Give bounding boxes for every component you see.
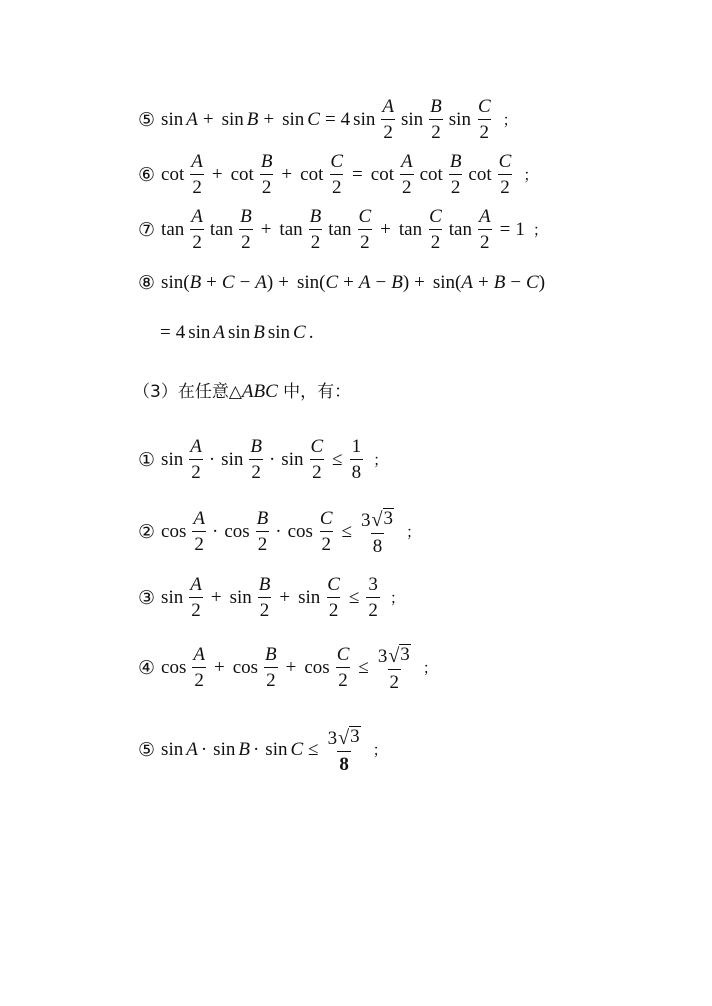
operator: − bbox=[239, 272, 251, 293]
paren-open: ( bbox=[319, 272, 326, 293]
function: cos bbox=[161, 520, 187, 542]
operator: + bbox=[206, 272, 217, 293]
numerator: B bbox=[250, 436, 262, 457]
numerator: A bbox=[191, 151, 203, 172]
denominator: 8 bbox=[350, 459, 364, 482]
operator: + bbox=[477, 272, 489, 293]
function: tan bbox=[398, 218, 423, 240]
numerator: B bbox=[309, 206, 322, 227]
semicolon: ； bbox=[502, 111, 518, 129]
variable: B bbox=[189, 272, 202, 293]
numerator: A bbox=[193, 644, 205, 666]
fraction bbox=[238, 207, 254, 252]
denominator: 2 bbox=[190, 229, 204, 252]
variable: A bbox=[255, 272, 267, 293]
function: sin bbox=[161, 738, 184, 760]
fraction bbox=[350, 437, 364, 482]
fraction bbox=[428, 97, 444, 142]
operator: + bbox=[263, 108, 275, 130]
function: cot bbox=[468, 163, 492, 185]
paren-open: ( bbox=[183, 272, 190, 293]
denominator: 2 bbox=[498, 174, 512, 197]
operator: + bbox=[278, 272, 289, 293]
variable: C bbox=[526, 272, 539, 293]
semicolon: ； bbox=[523, 166, 539, 184]
denominator: 2 bbox=[400, 174, 414, 197]
item-marker: ② bbox=[138, 520, 156, 543]
variable: B bbox=[391, 272, 403, 293]
coefficient: 4 bbox=[340, 108, 351, 130]
denominator: 2 bbox=[264, 667, 278, 690]
dot-operator: · bbox=[200, 738, 208, 760]
operator: + bbox=[279, 586, 291, 608]
denominator: 2 bbox=[320, 531, 334, 554]
denominator: 2 bbox=[249, 459, 263, 482]
function: sin bbox=[282, 108, 305, 130]
fraction bbox=[191, 645, 207, 690]
denominator: 2 bbox=[429, 229, 443, 252]
function: cos bbox=[224, 520, 250, 542]
identity-7-line bbox=[138, 207, 548, 252]
numerator: C bbox=[319, 508, 333, 530]
variable: A bbox=[213, 322, 226, 343]
denominator: 2 bbox=[189, 597, 203, 620]
numerator: A bbox=[193, 508, 205, 530]
inequality-4-line bbox=[138, 644, 438, 692]
fraction bbox=[263, 645, 279, 690]
numerator bbox=[326, 726, 363, 751]
variable: C bbox=[290, 738, 304, 760]
radical-sign: √ bbox=[371, 508, 383, 531]
item-marker: ⑦ bbox=[138, 218, 156, 241]
function: sin bbox=[161, 586, 184, 608]
function: sin bbox=[400, 108, 424, 130]
inequality-1-line bbox=[138, 437, 388, 482]
item-marker: ③ bbox=[138, 586, 156, 609]
fraction bbox=[328, 152, 345, 197]
semicolon: ； bbox=[389, 589, 405, 607]
denominator: 2 bbox=[310, 459, 324, 482]
fraction bbox=[259, 152, 275, 197]
semicolon: ； bbox=[422, 659, 438, 678]
numerator: C bbox=[327, 574, 340, 595]
denominator: 2 bbox=[381, 119, 395, 142]
numerator: B bbox=[260, 151, 273, 172]
function: cot bbox=[419, 163, 443, 185]
paren-open: ( bbox=[455, 272, 462, 293]
fraction bbox=[380, 97, 396, 142]
denominator: 2 bbox=[192, 667, 206, 690]
function: sin bbox=[228, 322, 251, 343]
function: sin bbox=[213, 738, 236, 760]
fraction bbox=[318, 509, 335, 554]
identity-6-line bbox=[138, 152, 538, 197]
operator: ≤ bbox=[332, 448, 343, 470]
numerator: C bbox=[429, 206, 442, 227]
function: sin bbox=[221, 108, 244, 130]
radical-sign: √ bbox=[388, 644, 400, 667]
numerator: B bbox=[256, 508, 269, 530]
operator: + bbox=[285, 656, 297, 678]
fraction bbox=[399, 152, 415, 197]
coefficient: 3 bbox=[327, 727, 338, 749]
identity-5-line bbox=[138, 97, 518, 142]
semicolon: ； bbox=[373, 451, 389, 469]
denominator: 2 bbox=[190, 174, 204, 197]
section-heading bbox=[133, 377, 351, 403]
denominator: 8 bbox=[337, 751, 351, 774]
fraction bbox=[376, 644, 413, 692]
function: cot bbox=[161, 163, 185, 185]
fraction bbox=[191, 509, 207, 554]
fraction bbox=[308, 437, 325, 482]
fraction bbox=[477, 207, 493, 252]
operator: = bbox=[352, 163, 363, 185]
paren-close: ) bbox=[538, 272, 546, 293]
function: tan bbox=[448, 218, 472, 240]
numerator: C bbox=[358, 206, 372, 227]
operator: ≤ bbox=[341, 520, 353, 542]
dot-operator: · bbox=[275, 520, 282, 542]
semicolon: ； bbox=[372, 741, 388, 760]
function: sin bbox=[161, 448, 184, 470]
identity-8-line bbox=[138, 272, 545, 294]
numerator: 1 bbox=[351, 436, 362, 457]
value: 1 bbox=[515, 218, 525, 240]
numerator bbox=[376, 644, 413, 669]
function: tan bbox=[279, 218, 303, 240]
radicand: 3 bbox=[350, 726, 360, 747]
denominator: 2 bbox=[358, 229, 372, 252]
variable: C bbox=[221, 272, 235, 293]
fraction bbox=[308, 207, 324, 252]
numerator: B bbox=[240, 206, 252, 227]
function: sin bbox=[296, 272, 320, 293]
numerator: C bbox=[330, 151, 344, 172]
numerator: A bbox=[190, 574, 202, 595]
dot-operator: · bbox=[252, 738, 260, 760]
item-marker: ⑧ bbox=[138, 272, 156, 294]
numerator: B bbox=[258, 574, 271, 595]
variable: B bbox=[238, 738, 250, 760]
operator: + bbox=[380, 218, 391, 240]
inequality-5-line bbox=[138, 726, 388, 774]
operator: + bbox=[281, 163, 293, 185]
function: sin bbox=[281, 448, 304, 470]
item-marker: ④ bbox=[138, 656, 156, 679]
radical-sign: √ bbox=[338, 726, 350, 749]
denominator: 2 bbox=[478, 119, 492, 142]
variable: A bbox=[358, 272, 371, 293]
denominator: 2 bbox=[239, 229, 253, 252]
denominator: 2 bbox=[192, 531, 206, 554]
denominator: 2 bbox=[388, 669, 402, 692]
dot-operator: · bbox=[268, 448, 276, 470]
operator: − bbox=[510, 272, 522, 293]
semicolon: ； bbox=[532, 221, 548, 239]
numerator: B bbox=[430, 96, 442, 117]
operator: ≤ bbox=[308, 738, 319, 760]
fraction bbox=[189, 207, 205, 252]
numerator: A bbox=[382, 96, 394, 117]
variable: C bbox=[307, 108, 320, 130]
function: sin bbox=[221, 448, 244, 470]
function: cos bbox=[232, 656, 259, 678]
operator: + bbox=[213, 656, 225, 678]
denominator: 2 bbox=[258, 597, 272, 620]
fraction bbox=[366, 575, 380, 620]
heading-suffix: 中，有： bbox=[277, 382, 352, 402]
variable: C bbox=[325, 272, 339, 293]
coefficient: 3 bbox=[361, 509, 371, 531]
function: sin bbox=[448, 108, 471, 130]
fraction bbox=[326, 726, 363, 774]
variable: B bbox=[493, 272, 506, 293]
function: sin bbox=[265, 738, 288, 760]
denominator: 2 bbox=[256, 531, 270, 554]
function: sin bbox=[161, 108, 184, 130]
numerator: A bbox=[479, 206, 491, 227]
operator: = bbox=[160, 322, 171, 343]
variable: B bbox=[246, 108, 259, 130]
denominator: 2 bbox=[449, 174, 463, 197]
dot-operator: · bbox=[211, 520, 219, 542]
operator: + bbox=[202, 108, 214, 130]
numerator: B bbox=[265, 644, 277, 666]
radicand: 3 bbox=[400, 644, 410, 665]
fraction bbox=[255, 509, 271, 554]
fraction bbox=[359, 508, 396, 556]
radicand: 3 bbox=[383, 508, 394, 529]
operator: = bbox=[324, 108, 336, 130]
denominator: 2 bbox=[309, 229, 323, 252]
numerator: C bbox=[336, 644, 350, 666]
denominator: 2 bbox=[429, 119, 443, 142]
variable: A bbox=[186, 738, 198, 760]
fraction bbox=[427, 207, 444, 252]
operator: + bbox=[260, 218, 272, 240]
fraction bbox=[257, 575, 273, 620]
operator: + bbox=[210, 586, 222, 608]
denominator: 2 bbox=[327, 597, 341, 620]
function: tan bbox=[328, 218, 352, 240]
denominator: 8 bbox=[371, 533, 385, 556]
numerator: B bbox=[449, 151, 462, 172]
semicolon: ； bbox=[406, 523, 422, 542]
operator: − bbox=[375, 272, 387, 293]
identity-8-continuation-line bbox=[160, 322, 313, 344]
function: cos bbox=[287, 520, 313, 542]
function: sin bbox=[353, 108, 376, 130]
denominator: 2 bbox=[366, 597, 380, 620]
function: sin bbox=[188, 322, 211, 343]
denominator: 2 bbox=[189, 459, 203, 482]
numerator: A bbox=[190, 436, 202, 457]
fraction bbox=[448, 152, 464, 197]
function: sin bbox=[229, 586, 252, 608]
variable: A bbox=[461, 272, 473, 293]
function: tan bbox=[209, 218, 234, 240]
numerator: 3 bbox=[368, 574, 378, 595]
item-marker: ⑥ bbox=[138, 163, 156, 186]
variable: C bbox=[293, 322, 306, 343]
item-marker: ⑤ bbox=[138, 738, 156, 761]
numerator: A bbox=[400, 151, 413, 172]
function: sin bbox=[298, 586, 321, 608]
numerator: C bbox=[498, 151, 512, 172]
numerator: A bbox=[191, 206, 203, 227]
heading-triangle: ABC bbox=[241, 381, 278, 402]
fraction bbox=[325, 575, 342, 620]
function: cos bbox=[161, 656, 187, 678]
fraction bbox=[497, 152, 514, 197]
operator: + bbox=[343, 272, 354, 293]
fraction bbox=[188, 575, 204, 620]
inequality-2-line bbox=[138, 508, 421, 556]
fraction bbox=[476, 97, 493, 142]
function: sin bbox=[161, 272, 184, 293]
heading-prefix: （3）在任意△ bbox=[133, 382, 242, 402]
denominator: 2 bbox=[330, 174, 344, 197]
fraction bbox=[248, 437, 264, 482]
variable: B bbox=[253, 322, 265, 343]
denominator: 2 bbox=[478, 229, 492, 252]
coefficient: 3 bbox=[377, 645, 388, 667]
function: cot bbox=[230, 163, 254, 185]
function: tan bbox=[161, 218, 185, 240]
numerator: C bbox=[477, 96, 491, 117]
operator: ≤ bbox=[348, 586, 360, 608]
denominator: 2 bbox=[336, 667, 350, 690]
paren-close: ) bbox=[266, 272, 274, 293]
item-marker: ① bbox=[138, 448, 156, 471]
function: sin bbox=[432, 272, 456, 293]
denominator: 2 bbox=[260, 174, 274, 197]
numerator bbox=[359, 508, 396, 533]
paren-close: ) bbox=[402, 272, 410, 293]
function: cot bbox=[300, 163, 324, 185]
operator: ≤ bbox=[358, 656, 369, 678]
function: sin bbox=[267, 322, 290, 343]
dot-operator: · bbox=[208, 448, 216, 470]
operator: = bbox=[499, 218, 511, 240]
operator: + bbox=[211, 163, 223, 185]
variable: A bbox=[186, 108, 198, 130]
fraction bbox=[189, 152, 205, 197]
inequality-3-line bbox=[138, 575, 405, 620]
fraction bbox=[335, 645, 352, 690]
numerator: C bbox=[310, 436, 324, 457]
operator: + bbox=[414, 272, 425, 293]
coefficient: 4 bbox=[175, 322, 186, 343]
function: cos bbox=[304, 656, 330, 678]
period: . bbox=[308, 322, 314, 343]
fraction bbox=[188, 437, 204, 482]
item-marker: ⑤ bbox=[138, 108, 156, 131]
function: cot bbox=[370, 163, 394, 185]
fraction bbox=[356, 207, 373, 252]
